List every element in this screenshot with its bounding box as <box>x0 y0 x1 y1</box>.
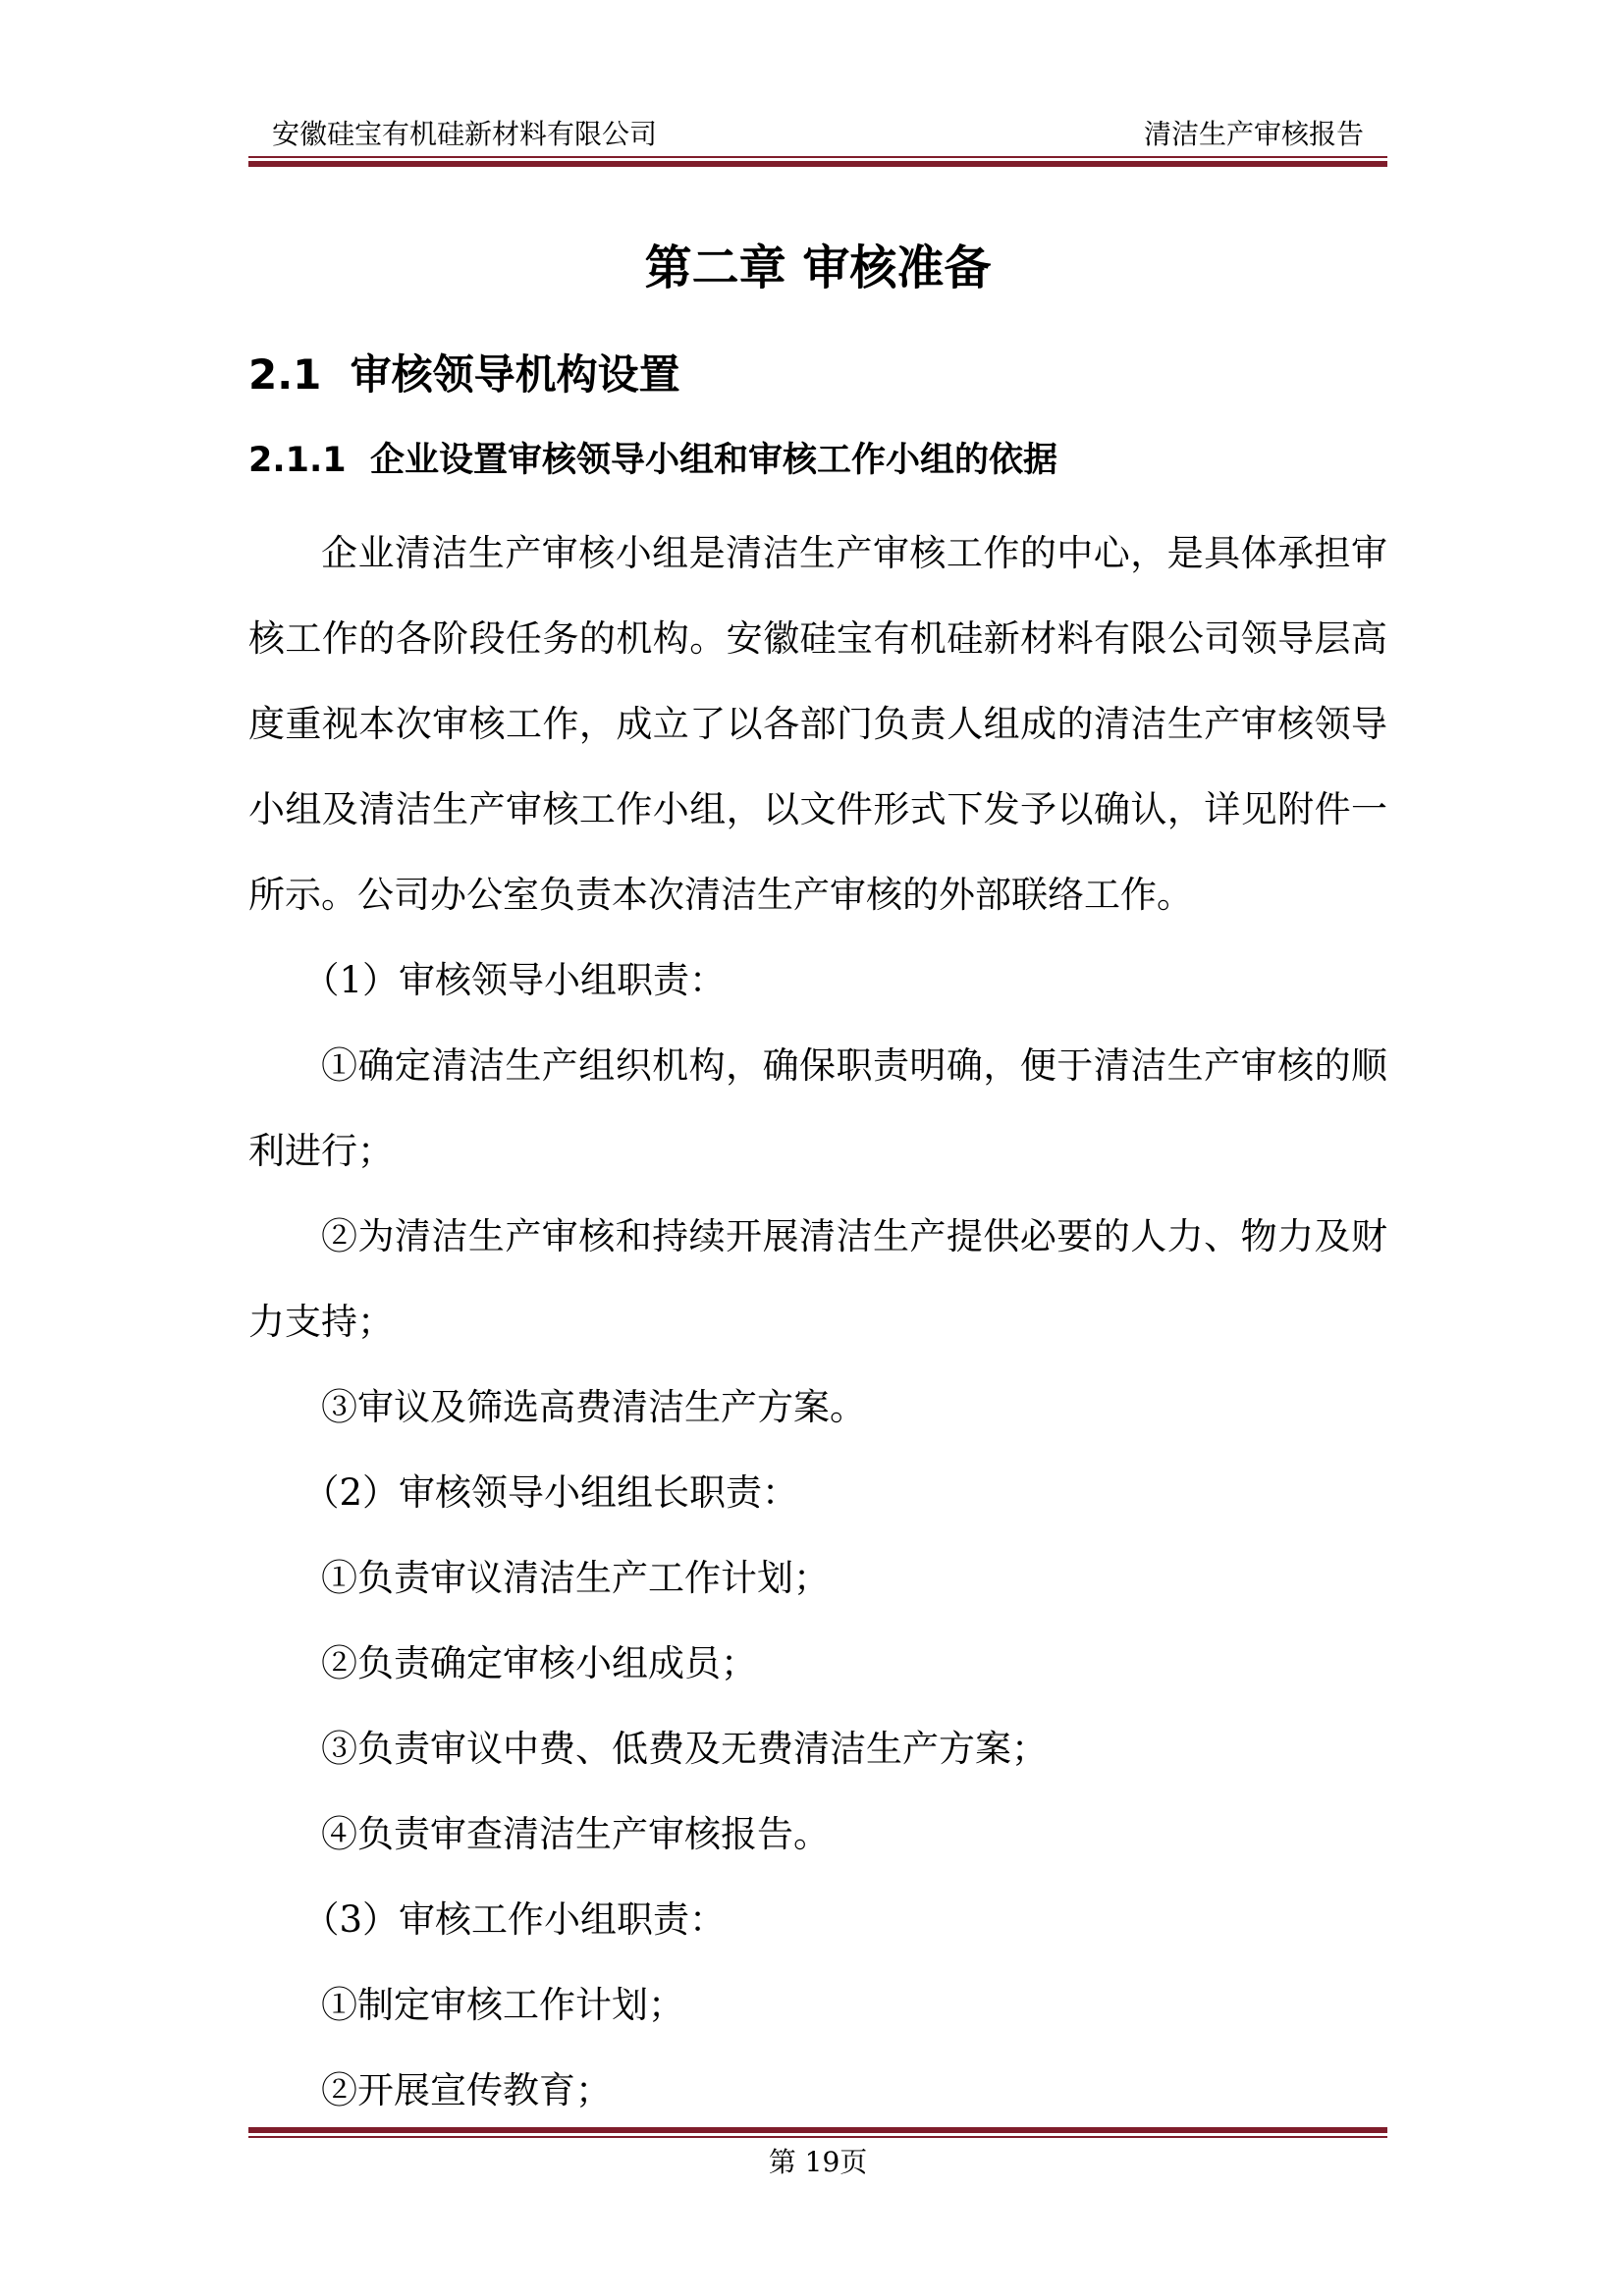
footer-rule-thick <box>248 2127 1387 2133</box>
subsection-heading <box>248 434 1387 487</box>
section-title: 审核领导机构设置 <box>350 350 680 399</box>
section-number: 2.1 <box>248 350 322 399</box>
section-heading <box>248 346 1387 404</box>
footer-rule-thin <box>248 2136 1387 2138</box>
page-number: 第 19页 <box>768 2146 868 2178</box>
list-item: ②开展宣传教育； <box>321 2069 612 2111</box>
list-item: ③负责审议中费、低费及无费清洁生产方案； <box>321 1728 1048 1770</box>
list-item: ①确定清洁生产组织机构，确保职责明确，便于清洁生产审核的顺利进行； <box>248 1044 1387 1172</box>
header-rule-thick <box>248 161 1387 167</box>
page-header <box>248 113 1387 156</box>
list-item: ①负责审议清洁生产工作计划； <box>321 1557 830 1599</box>
body-text <box>248 510 1387 2133</box>
header-company-name: 安徽硅宝有机硅新材料有限公司 <box>272 118 658 150</box>
list-heading: （3）审核工作小组职责： <box>302 1898 727 1941</box>
header-rule-thin <box>248 156 1387 158</box>
chapter-title: 第二章 审核准备 <box>644 240 992 295</box>
subsection-number: 2.1.1 <box>248 441 347 480</box>
subsection-title: 企业设置审核领导小组和审核工作小组的依据 <box>370 441 1058 480</box>
list-item: ④负责审查清洁生产审核报告。 <box>321 1813 830 1855</box>
list-heading: （2）审核领导小组组长职责： <box>302 1471 799 1514</box>
paragraph: 企业清洁生产审核小组是清洁生产审核工作的中心，是具体承担审核工作的各阶段任务的机构。安徽硅宝有机硅新材料有限公司领导层高度重视本次审核工作，成立了以各部门负责人组成的清洁生产审核领导小组及清洁生产审核工作小组，以文件形式下发予以确认，详见附件一所示。公司办公室负责本次清洁生产审核的外部联络工作。 <box>248 532 1387 916</box>
list-heading: （1）审核领导小组职责： <box>302 959 727 1001</box>
list-item: ③审议及筛选高费清洁生产方案。 <box>321 1386 866 1428</box>
list-item: ①制定审核工作计划； <box>321 1984 684 2026</box>
header-report-title: 清洁生产审核报告 <box>1143 118 1364 150</box>
list-item: ②为清洁生产审核和持续开展清洁生产提供必要的人力、物力及财力支持； <box>248 1215 1387 1343</box>
list-item: ②负责确定审核小组成员； <box>321 1642 757 1684</box>
